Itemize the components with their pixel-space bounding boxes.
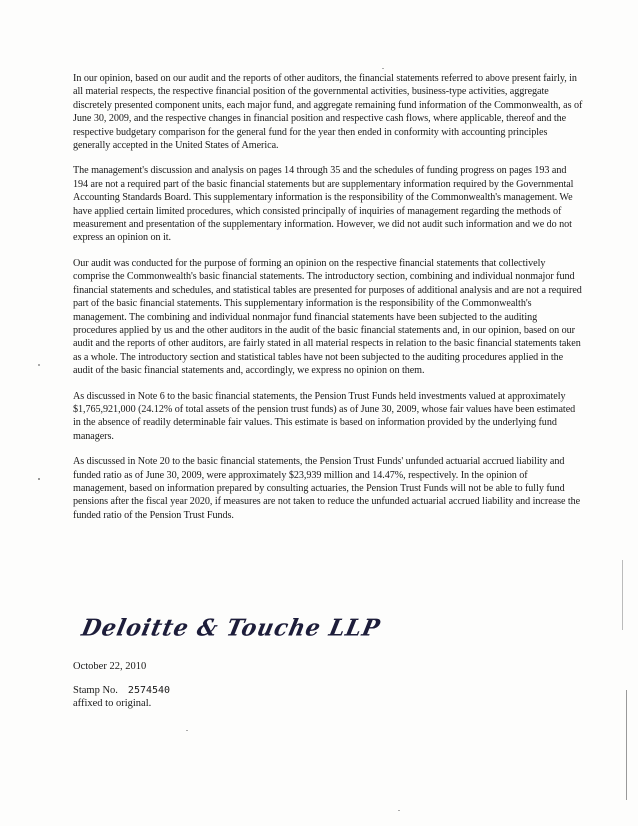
- scan-edge-mark: [626, 690, 627, 800]
- scan-dot: [38, 364, 40, 366]
- report-body: [73, 72, 583, 534]
- scan-dot: [398, 810, 400, 811]
- paragraph-opinion: In our opinion, based on our audit and the reports of other auditors, the financial statements referred to above present fairly, in all material respects, the respective financial position of the governmental activities, business-type activities, aggregate discretely presented component units, each major fund, and aggregate remaining fund information of the Commonwealth, as of June 30, 2009, and the respective changes in financial position and respective cash flows, where applicable, thereof and the respective budgetary comparison for the general fund for the year then ended in conformity with accounting principles generally accepted in the United States of America.: [73, 73, 583, 152]
- stamp-label: Stamp No.: [73, 685, 118, 696]
- paragraph-note-20: As discussed in Note 20 to the basic financial statements, the Pension Trust Funds' unfunded actuarial accrued liability and funded ratio as of June 30, 2009, were approximately $23,939 million and 14.47%, respectively. In the opinion of management, based on information prepared by consulting actuaries, the Pension Trust Funds will not be able to fully fund pensions after the fiscal year 2020, if measures are not taken to reduce the unfunded actuarial accrued liability and increase the funded ratio of the Pension Trust Funds.: [73, 456, 581, 521]
- report-date: October 22, 2010: [73, 661, 147, 672]
- stamp-line: [73, 684, 170, 697]
- scan-edge-mark: [622, 560, 623, 630]
- stamp-note: affixed to original.: [73, 698, 152, 709]
- auditor-signature: [79, 610, 383, 658]
- scan-dot: [38, 478, 40, 480]
- paragraph-audit-purpose: Our audit was conducted for the purpose of forming an opinion on the respective financial statements that collectively comprise the Commonwealth's basic financial statements. The introductory section, combining and individual nonmajor fund financial statements and schedules, and statistical tables are presented for purposes of additional analysis and are not a required part of the basic financial statements. This supplementary information is the responsibility of the Commonwealth's management. The combining and individual nonmajor fund financial statements have been subjected to the auditing procedures applied by us and the other auditors in the audit of the basic financial statements and, in our opinion, based on our audit and the reports of other auditors, are fairly stated in all material respects in relation to the basic financial statements taken as a whole. The introductory section and statistical tables have not been subjected to the auditing procedures applied in the audit of the basic financial statements and, accordingly, we express no opinion on them.: [73, 257, 582, 377]
- stamp-number: 2574540: [127, 685, 171, 696]
- paragraph-management-discussion: The management's discussion and analysis on pages 14 through 35 and the schedules of funding progress on pages 193 and 194 are not a required part of the basic financial statements but are supplementary information required by the Governmental Accounting Standards Board. This supplementary information is the responsibility of the Commonwealth's management. We have applied certain limited procedures, which consisted principally of inquiries of management regarding the methods of measurement and presentation of the supplementary information. However, we did not audit such information and we do not express an opinion on it.: [73, 165, 574, 244]
- scan-dot: [382, 68, 384, 69]
- signature-text: Deloitte & Touche LLP: [79, 614, 383, 642]
- paragraph-note-6: As discussed in Note 6 to the basic financial statements, the Pension Trust Funds held investments valued at approximately $1,765,921,000 (24.12% of total assets of the pension trust funds) as of June 30, 2009, whose fair values have been estimated in the absence of readily determinable fair values. This estimate is based on information provided by the underlying fund managers.: [73, 390, 576, 442]
- scan-dot: [186, 730, 188, 731]
- stamp-block: [73, 684, 170, 710]
